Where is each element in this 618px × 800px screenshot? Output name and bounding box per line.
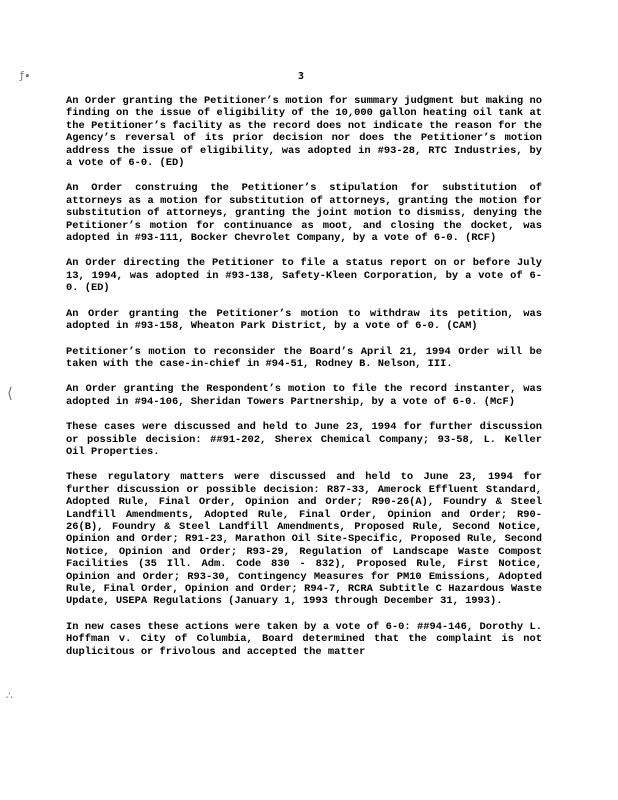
scan-mark-middle: ⟨ [7,384,13,402]
paragraph-new-cases: In new cases these actions were taken by a vote of 6-0: ##94-146, Dorothy L. Hoffman v. City of Columbia, Board determined that the complaint is not duplicitous or frivolous and accepted the matter [66,620,542,658]
paragraph-sheridan-towers-order: An Order granting the Respondent’s motion to file the record instanter, was adopted in #94-106, Sheridan Towers Partnership, by a vote of 6-0. (McF) [66,383,542,408]
scan-mark-top: ƒ∙ [20,69,31,82]
paragraph-rtc-industries-order: An Order granting the Petitioner’s motion for summary judgment but making no finding on the issue of eligibility of the 10,000 gallon heating oil tank at the Petitioner’s facility as the record does not indicate the reason for the Agency’s reversal of its prior decision nor does the Petitioner’s motion address the issue of eligibility, was adopted in #93-28, RTC Industries, by a vote of 6-0. (ED) [66,95,542,170]
paragraph-held-cases: These cases were discussed and held to June 23, 1994 for further discussion or possible decision: ##91-202, Sherex Chemical Company; 93-58, L. Keller Oil Properties. [66,421,542,458]
paragraph-bocker-chevrolet-order: An Order construing the Petitioner’s stipulation for substitution of attorneys as a motion for substitution of attorneys, granting the motion for substitution of attorneys, granting the joint motion to dismiss, denying the Petitioner’s motion for continuance as moot, and closing the docket, was adopted in #93-111, Bocker Chevrolet Company, by a vote of 6-0. (RCF) [66,182,542,245]
page-number: 3 [298,71,305,82]
scan-mark-bottom: ∴ [6,689,13,702]
paragraph-nelson-motion: Petitioner’s motion to reconsider the Board’s April 21, 1994 Order will be taken with the case-in-chief in #94-51, Rodney B. Nelson, III. [66,345,542,370]
document-body [66,95,542,671]
paragraph-safety-kleen-order: An Order directing the Petitioner to file a status report on or before July 13, 1994, was adopted in #93-138, Safety-Kleen Corporation, by a vote of 6-0. (ED) [66,257,542,295]
paragraph-wheaton-park-order: An Order granting the Petitioner’s motion to withdraw its petition, was adopted in #93-158, Wheaton Park District, by a vote of 6-0. (CAM) [66,307,542,333]
paragraph-regulatory-matters: These regulatory matters were discussed and held to June 23, 1994 for further discussion or possible decision: R87-33, Amerock Effluent Standard, Adopted Rule, Final Order, Opinion and Order; R90-26(A), Foundry & Steel Landfill Amendments, Adopted Rule, Final Order, Opinion and Order; R90-26(B), Foundry & Steel Landfill Amendments, Proposed Rule, Second Notice, Opinion and Order; R91-23, Marathon Oil Site-Specific, Proposed Rule, Second Notice, Opinion and Order; R93-29, Regulation of Landscape Waste Compost Facilities (35 Ill. Adm. Code 830 - 832), Proposed Rule, First Notice, Opinion and Order; R93-30, Contingency Measures for PM10 Emissions, Adopted Rule, Final Order, Opinion and Order; R94-7, RCRA Subtitle C Hazardous Waste Update, USEPA Regulations (January 1, 1993 through December 31, 1993). [66,471,542,608]
